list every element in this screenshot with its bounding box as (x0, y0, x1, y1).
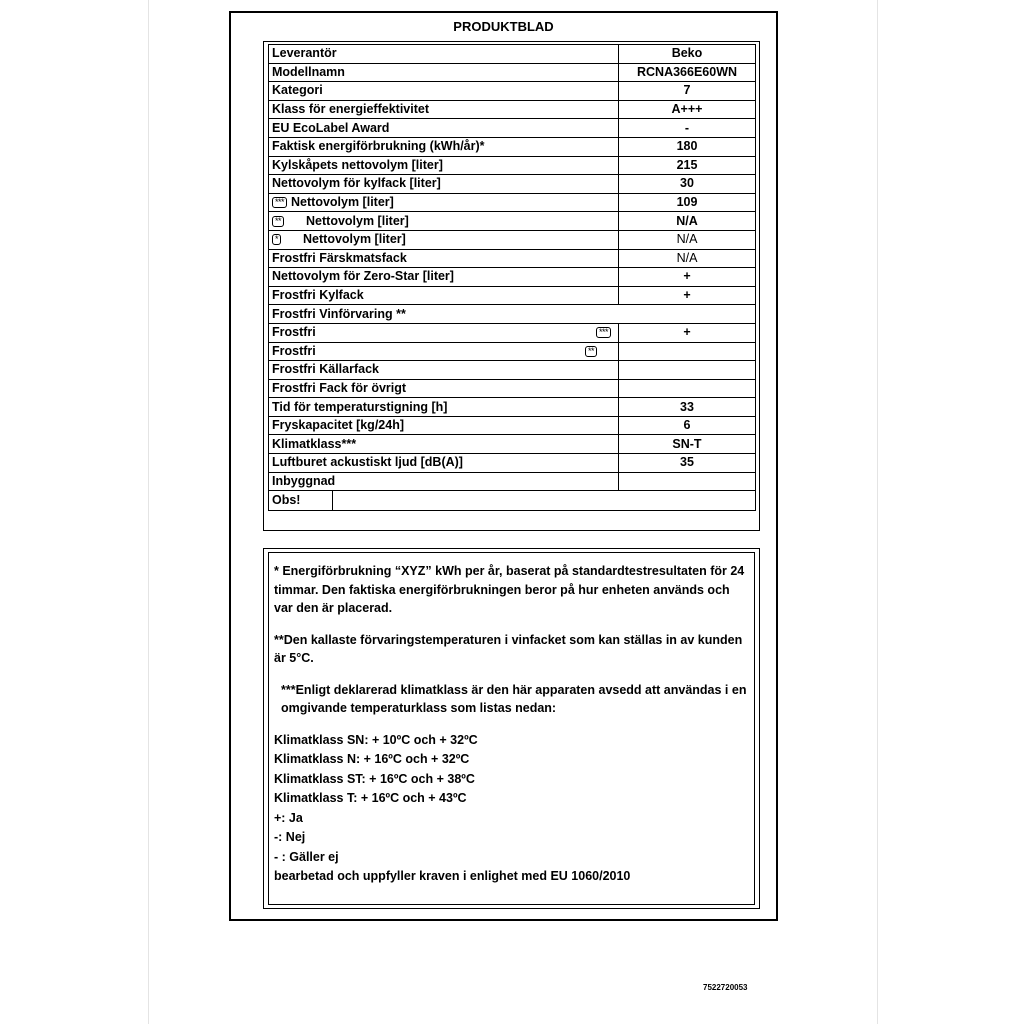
table-row (269, 416, 756, 435)
row-value: N/A (619, 230, 756, 249)
footnote-energy: * Energiförbrukning “XYZ” kWh per år, baserat på standardtestresultaten för 24 timmar. Den faktiska energiförbrukningen beror på hur enheten används och var den är placerad. (274, 564, 745, 615)
row-value (619, 379, 756, 398)
row-value: Beko (619, 45, 756, 64)
table-row (269, 342, 756, 361)
table-row (269, 63, 756, 82)
row-label: Frostfri Kylfack (269, 286, 619, 305)
table-row (269, 323, 756, 342)
row-label: Nettovolym [liter] (291, 195, 394, 210)
row-value: + (619, 323, 756, 342)
row-label: Kategori (269, 82, 619, 101)
table-row (269, 45, 756, 64)
row-label: Leverantör (269, 45, 619, 64)
row-label: Luftburet ackustiskt ljud [dB(A)] (269, 454, 619, 473)
climate-class-st: Klimatklass ST: + 16ºC och + 38ºC (274, 771, 475, 786)
climate-class-t: Klimatklass T: + 16ºC och + 43ºC (274, 791, 467, 805)
three-star-freezer-icon: *** (596, 327, 611, 338)
row-value: + (619, 286, 756, 305)
row-value: 215 (619, 156, 756, 175)
row-value: 6 (619, 416, 756, 435)
row-label: Modellnamn (269, 63, 619, 82)
footnotes-box (263, 548, 760, 909)
table-row (269, 472, 756, 491)
row-label: Frostfri (272, 325, 316, 340)
page-title: PRODUKTBLAD (453, 19, 554, 34)
row-value (333, 491, 755, 510)
table-row (269, 175, 756, 194)
table-row (269, 212, 756, 231)
row-label-cell (269, 342, 619, 361)
row-label: Frostfri Vinförvaring ** (269, 305, 756, 324)
row-value: 33 (619, 398, 756, 417)
obs-cell (269, 491, 756, 511)
table-row (269, 268, 756, 287)
footnote-wine: **Den kallaste förvaringstemperaturen i vinfacket som kan ställas in av kunden är 5°C. (274, 632, 743, 665)
legend-yes: +: Ja (274, 810, 303, 825)
table-row (269, 491, 756, 511)
row-value: N/A (619, 212, 756, 231)
two-star-freezer-icon: ** (585, 346, 597, 357)
row-value: + (619, 268, 756, 287)
table-row (269, 435, 756, 454)
row-value: 35 (619, 454, 756, 473)
row-label: Nettovolym för Zero-Star [liter] (269, 268, 619, 287)
table-row (269, 454, 756, 473)
table-row (269, 100, 756, 119)
row-label: Kylskåpets nettovolym [liter] (269, 156, 619, 175)
one-star-freezer-icon: * (272, 234, 281, 245)
footnotes (268, 552, 755, 905)
spec-table (268, 44, 756, 511)
row-label: Fryskapacitet [kg/24h] (269, 416, 619, 435)
document-code: 7522720053 (703, 983, 748, 992)
table-row (269, 249, 756, 268)
row-label: Frostfri Fack för övrigt (269, 379, 619, 398)
row-value: A+++ (619, 100, 756, 119)
table-row (269, 286, 756, 305)
row-value: 180 (619, 137, 756, 156)
row-value: - (619, 119, 756, 138)
climate-class-sn: Klimatklass SN: + 10ºC och + 32ºC (274, 732, 478, 747)
row-label: Nettovolym [liter] (306, 213, 409, 228)
row-value (619, 342, 756, 361)
spec-table-box (263, 41, 760, 531)
row-label: Frostfri Källarfack (269, 361, 619, 380)
table-row (269, 137, 756, 156)
row-value (619, 472, 756, 491)
table-row (269, 379, 756, 398)
table-row (269, 305, 756, 324)
row-label: Inbyggnad (269, 472, 619, 491)
row-value: N/A (619, 249, 756, 268)
row-label: Obs! (269, 491, 333, 510)
row-label: EU EcoLabel Award (269, 119, 619, 138)
row-label: Tid för temperaturstigning [h] (269, 398, 619, 417)
legend-no: -: Nej (274, 830, 306, 844)
compliance-note: bearbetad och uppfyller kraven i enlighet med EU 1060/2010 (274, 869, 631, 883)
table-row (269, 156, 756, 175)
row-value: 7 (619, 82, 756, 101)
row-label: Klimatklass*** (269, 435, 619, 454)
row-value: 30 (619, 175, 756, 194)
row-label: Frostfri (272, 343, 316, 358)
row-value: RCNA366E60WN (619, 63, 756, 82)
product-sheet-frame (229, 11, 778, 921)
row-value: SN-T (619, 435, 756, 454)
row-label-cell (269, 230, 619, 249)
legend-not-applicable: - : Gäller ej (274, 849, 339, 864)
three-star-freezer-icon: *** (272, 197, 287, 208)
row-label-cell (269, 212, 619, 231)
row-value: 109 (619, 193, 756, 212)
climate-class-n: Klimatklass N: + 16ºC och + 32ºC (274, 752, 470, 766)
row-label: Nettovolym för kylfack [liter] (269, 175, 619, 194)
row-label-cell (269, 193, 619, 212)
table-row (269, 193, 756, 212)
footnote-climate: ***Enligt deklarerad klimatklass är den här apparaten avsedd att användas i en omgivande temperaturklass som listas nedan: (281, 682, 747, 715)
table-row (269, 398, 756, 417)
table-row (269, 230, 756, 249)
table-row (269, 119, 756, 138)
row-label: Faktisk energiförbrukning (kWh/år)* (269, 137, 619, 156)
table-row (269, 82, 756, 101)
row-label: Klass för energieffektivitet (269, 100, 619, 119)
two-star-freezer-icon: ** (272, 216, 284, 227)
row-label-cell (269, 323, 619, 342)
table-row (269, 361, 756, 380)
row-value (619, 361, 756, 380)
row-label: Nettovolym [liter] (303, 232, 406, 247)
row-label: Frostfri Färskmatsfack (269, 249, 619, 268)
